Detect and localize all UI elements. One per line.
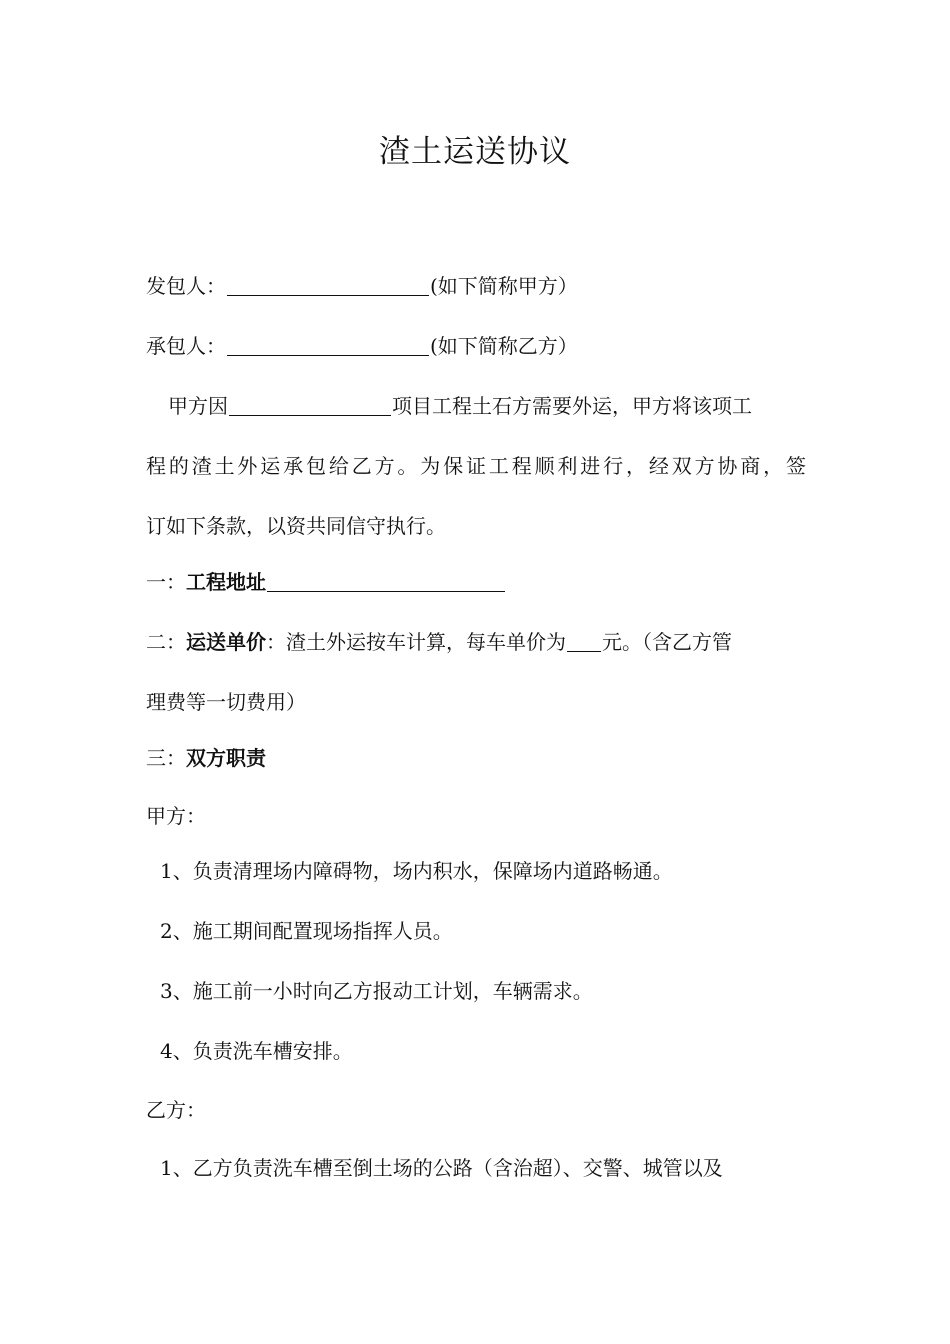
section-3-num: 三： (146, 746, 186, 770)
intro-line-3: 订如下条款，以资共同信守执行。 (146, 514, 446, 538)
party-b-item: 1、乙方负责洗车槽至倒土场的公路（含治超）、交警、城管以及 (160, 1156, 723, 1180)
party-a-item: 4、负责洗车槽安排。 (160, 1039, 353, 1063)
section-2 (146, 628, 806, 656)
party-b-label: 乙方： (146, 1098, 206, 1122)
intro-part1: 甲方因 (168, 394, 228, 418)
intro-line-1 (168, 392, 806, 420)
address-blank (267, 571, 505, 592)
price-blank (567, 631, 601, 652)
contractor-blank (227, 275, 429, 296)
section-3 (146, 744, 806, 772)
subcontractor-blank (227, 335, 429, 356)
document-title: 渣土运送协议 (379, 134, 571, 170)
section-2-num: 二： (146, 630, 186, 654)
section-1-heading: 工程地址 (186, 570, 266, 594)
subcontractor-line (146, 332, 806, 360)
section-2-heading: 运送单价 (186, 630, 266, 654)
subcontractor-label: 承包人： (146, 334, 226, 358)
intro-part2: 项目工程土石方需要外运，甲方将该项工 (392, 394, 752, 418)
section-2-line-2: 理费等一切费用） (146, 690, 306, 714)
section-2-text-a: ：渣土外运按车计算，每车单价为 (266, 630, 566, 654)
subcontractor-suffix: (如下简称乙方） (430, 334, 578, 358)
section-3-heading: 双方职责 (186, 746, 266, 770)
party-a-item: 1、负责清理场内障碍物，场内积水，保障场内道路畅通。 (160, 859, 673, 883)
party-a-item: 2、施工期间配置现场指挥人员。 (160, 919, 453, 943)
contractor-label: 发包人： (146, 274, 226, 298)
section-2-text-b: 元。（含乙方管 (602, 630, 732, 654)
project-blank (229, 395, 391, 416)
section-1-num: 一： (146, 570, 186, 594)
section-1 (146, 568, 806, 596)
party-a-label: 甲方： (146, 804, 206, 828)
party-a-item: 3、施工前一小时向乙方报动工计划，车辆需求。 (160, 979, 593, 1003)
contractor-line (146, 272, 806, 300)
contractor-suffix: (如下简称甲方） (430, 274, 578, 298)
intro-line-2: 程的渣土外运承包给乙方。为保证工程顺利进行，经双方协商，签 (146, 454, 806, 478)
